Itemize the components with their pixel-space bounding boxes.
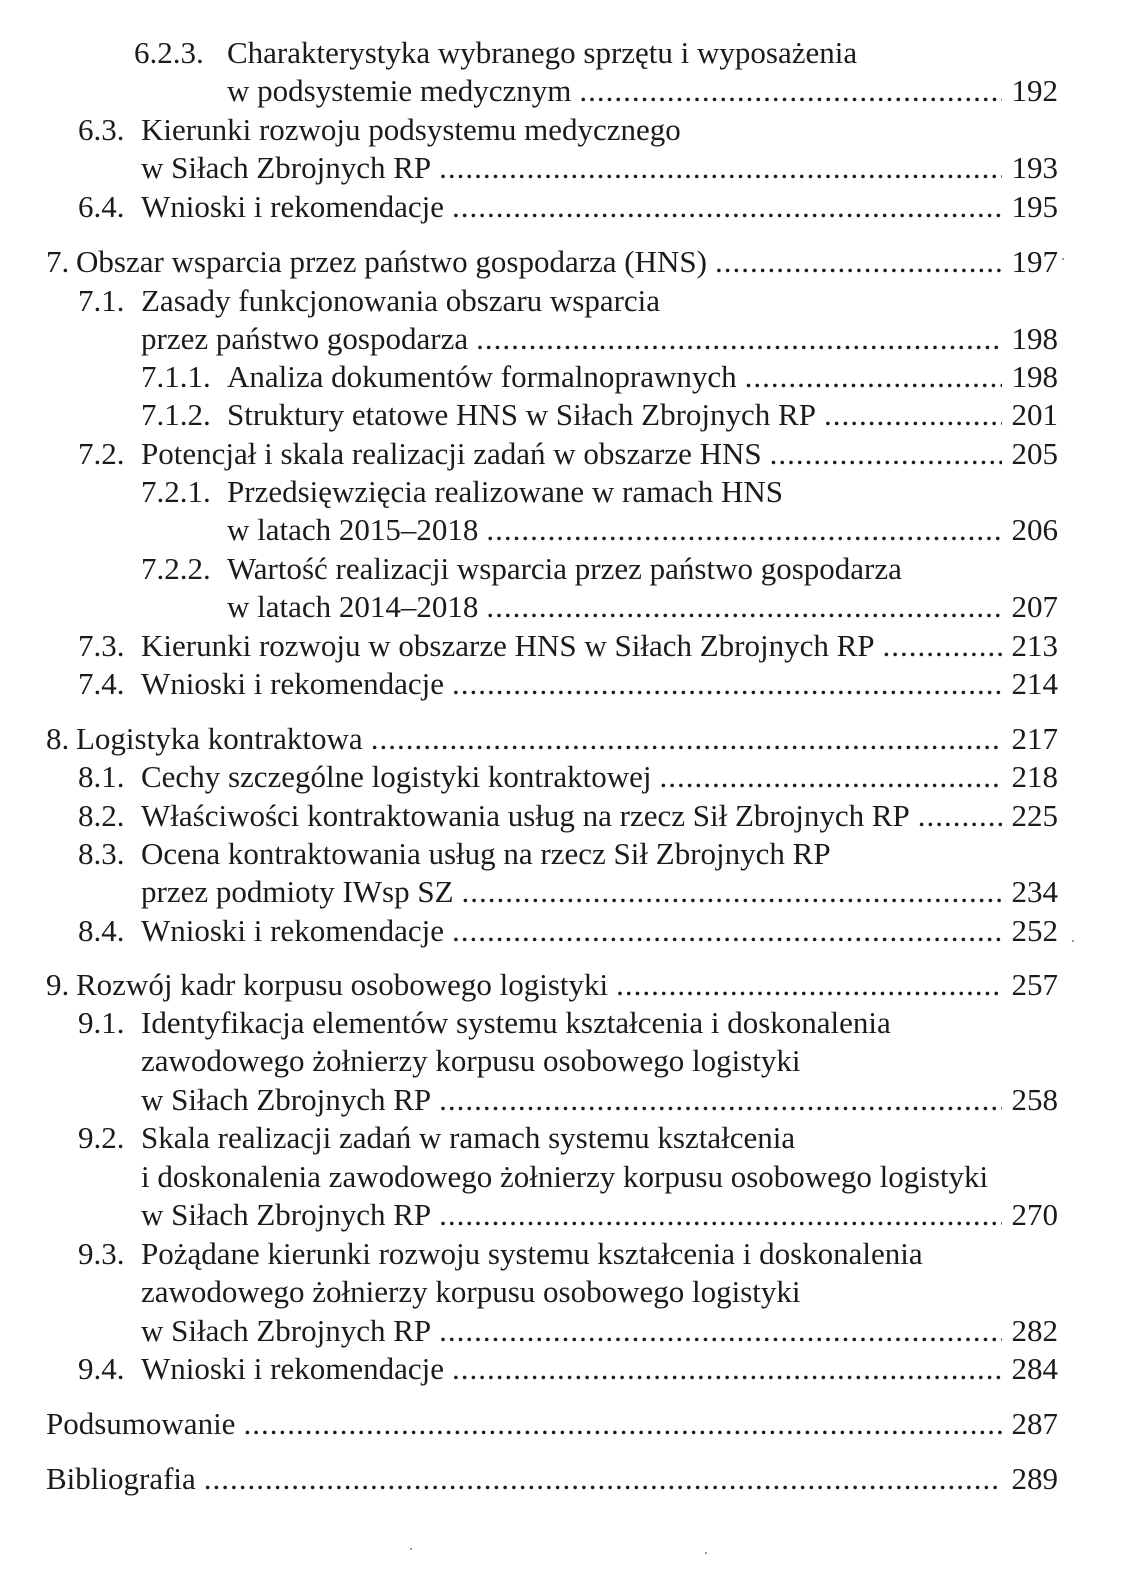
toc-title: Analiza dokumentów formalnoprawnych	[227, 359, 737, 394]
scan-speck	[705, 1552, 707, 1554]
page-number: 252	[1011, 913, 1058, 948]
toc-number: 7.3.	[78, 628, 125, 663]
toc-entry-row[interactable]	[141, 797, 1058, 835]
toc-line	[0, 282, 1128, 320]
toc-title: Cechy szczególne logistyki kontraktowej	[141, 759, 652, 794]
page-number: 197	[1011, 244, 1058, 279]
toc-number: 8.1.	[78, 759, 125, 794]
page-number: 234	[1011, 874, 1058, 909]
toc-entry-row[interactable]	[141, 1350, 1058, 1388]
toc-title: przez podmioty IWsp SZ	[141, 874, 454, 909]
toc-entry-row[interactable]	[141, 188, 1058, 226]
dot-leader	[452, 1350, 1002, 1388]
scan-speck	[1072, 940, 1074, 942]
dot-leader	[204, 1460, 1002, 1498]
dot-leader	[371, 720, 1002, 758]
toc-title: w Siłach Zbrojnych RP	[141, 1082, 432, 1117]
toc-entry-row[interactable]	[141, 1196, 1058, 1234]
dot-leader	[476, 320, 1002, 358]
toc-entry-row[interactable]	[141, 758, 1058, 796]
toc-number: 6.4.	[78, 189, 125, 224]
toc-title: Wnioski i rekomendacje	[141, 1351, 445, 1386]
toc-line	[0, 1460, 1128, 1498]
dot-leader	[462, 873, 1002, 911]
dot-leader	[439, 1081, 1002, 1119]
toc-title: w Siłach Zbrojnych RP	[141, 1313, 432, 1348]
toc-line	[0, 1235, 1128, 1273]
toc-title: Potencjał i skala realizacji zadań w obszarze HNS	[141, 436, 762, 471]
toc-number: 7.2.	[78, 436, 125, 471]
toc-line	[0, 243, 1128, 281]
toc-line	[0, 435, 1128, 473]
toc-title: i doskonalenia zawodowego żołnierzy korpusu osobowego logistyki	[141, 1159, 989, 1194]
toc-title: Przedsięwzięcia realizowane w ramach HNS	[227, 474, 784, 509]
toc-entry-row[interactable]	[141, 665, 1058, 703]
toc-entry-row[interactable]	[227, 588, 1058, 626]
toc-entry-row[interactable]	[141, 149, 1058, 187]
toc-title: Kierunki rozwoju w obszarze HNS w Siłach Zbrojnych RP	[141, 628, 875, 663]
toc-line	[0, 835, 1128, 873]
toc-number: 9.4.	[78, 1351, 125, 1386]
toc-title: Logistyka kontraktowa	[76, 721, 363, 756]
toc-line	[0, 1081, 1128, 1119]
toc-line	[0, 550, 1128, 588]
toc-line	[0, 627, 1128, 665]
toc-line	[0, 720, 1128, 758]
page-number: 257	[1011, 967, 1058, 1002]
page-number: 206	[1011, 512, 1058, 547]
toc-entry-row[interactable]	[141, 873, 1058, 911]
dot-leader	[883, 627, 1002, 665]
toc-entry-row[interactable]	[46, 1460, 1058, 1498]
dot-leader	[918, 797, 1002, 835]
toc-number: 6.3.	[78, 112, 125, 147]
toc-line	[0, 797, 1128, 835]
toc-title: zawodowego żołnierzy korpusu osobowego logistyki	[141, 1274, 801, 1309]
toc-title: Skala realizacji zadań w ramach systemu kształcenia	[141, 1120, 796, 1155]
dot-leader	[452, 912, 1002, 950]
toc-entry-row[interactable]	[76, 243, 1058, 281]
toc-entry-row[interactable]	[141, 1312, 1058, 1350]
page-number: 195	[1011, 189, 1058, 224]
page-number: 217	[1011, 721, 1058, 756]
toc-number: 7.1.1.	[141, 359, 211, 394]
toc-line	[0, 1312, 1128, 1350]
dot-leader	[452, 188, 1002, 226]
toc-title: Wnioski i rekomendacje	[141, 189, 445, 224]
page-number: 289	[1011, 1461, 1058, 1496]
toc-entry-row[interactable]	[141, 1081, 1058, 1119]
page-number: 213	[1011, 628, 1058, 663]
dot-leader	[486, 588, 1002, 626]
toc-line	[0, 188, 1128, 226]
toc-entry-row[interactable]	[141, 320, 1058, 358]
toc-entry-row[interactable]	[141, 912, 1058, 950]
dot-leader	[745, 358, 1002, 396]
page-number: 287	[1011, 1406, 1058, 1441]
toc-title: Struktury etatowe HNS w Siłach Zbrojnych RP	[227, 397, 816, 432]
dot-leader	[579, 72, 1002, 110]
toc-entry-row[interactable]	[227, 72, 1058, 110]
toc-line	[0, 1004, 1128, 1042]
toc-number: 9.2.	[78, 1120, 125, 1155]
toc-line	[0, 72, 1128, 110]
toc-number: 8.	[46, 721, 70, 756]
toc-line	[0, 1405, 1128, 1443]
toc-entry-row[interactable]	[141, 435, 1058, 473]
toc-number: 9.1.	[78, 1005, 125, 1040]
scan-speck	[1062, 258, 1064, 260]
toc-line	[0, 1350, 1128, 1388]
page-number: 198	[1011, 321, 1058, 356]
toc-title: Podsumowanie	[46, 1406, 236, 1441]
toc-entry-row[interactable]	[141, 627, 1058, 665]
page-number: 218	[1011, 759, 1058, 794]
toc-title: w Siłach Zbrojnych RP	[141, 1197, 432, 1232]
toc-title: w Siłach Zbrojnych RP	[141, 150, 432, 185]
toc-line	[0, 1273, 1128, 1311]
toc-title: Ocena kontraktowania usług na rzecz Sił Zbrojnych RP	[141, 836, 831, 871]
toc-line	[0, 665, 1128, 703]
page-number: 205	[1011, 436, 1058, 471]
page-number: 270	[1011, 1197, 1058, 1232]
dot-leader	[439, 1312, 1002, 1350]
toc-title: Bibliografia	[46, 1461, 196, 1496]
toc-number: 7.4.	[78, 666, 125, 701]
dot-leader	[616, 966, 1002, 1004]
toc-title: w latach 2015–2018	[227, 512, 479, 547]
dot-leader	[439, 149, 1002, 187]
toc-title: zawodowego żołnierzy korpusu osobowego logistyki	[141, 1043, 801, 1078]
dot-leader	[439, 1196, 1002, 1234]
toc-title: Pożądane kierunki rozwoju systemu kształcenia i doskonalenia	[141, 1236, 923, 1271]
dot-leader	[824, 396, 1002, 434]
page-number: 201	[1011, 397, 1058, 432]
toc-number: 8.2.	[78, 798, 125, 833]
toc-title: Kierunki rozwoju podsystemu medycznego	[141, 112, 681, 147]
page-number: 198	[1011, 359, 1058, 394]
toc-line	[0, 912, 1128, 950]
toc-title: Zasady funkcjonowania obszaru wsparcia	[141, 283, 661, 318]
toc-entry-row[interactable]	[227, 396, 1058, 434]
toc-title: Wnioski i rekomendacje	[141, 666, 445, 701]
toc-line	[0, 34, 1128, 72]
toc-title: Obszar wsparcia przez państwo gospodarza (HNS)	[76, 244, 707, 279]
dot-leader	[452, 665, 1002, 703]
toc-title: w podsystemie medycznym	[227, 73, 572, 108]
toc-entry-row[interactable]	[46, 1405, 1058, 1443]
page-number: 282	[1011, 1313, 1058, 1348]
dot-leader	[486, 511, 1002, 549]
toc-title: Rozwój kadr korpusu osobowego logistyki	[76, 967, 609, 1002]
toc-number: 7.1.2.	[141, 397, 211, 432]
toc-line	[0, 1196, 1128, 1234]
toc-line	[0, 358, 1128, 396]
toc-entry-row[interactable]	[227, 358, 1058, 396]
toc-title: Wnioski i rekomendacje	[141, 913, 445, 948]
page-number: 214	[1011, 666, 1058, 701]
toc-line	[0, 396, 1128, 434]
page-number: 258	[1011, 1082, 1058, 1117]
toc-line	[0, 588, 1128, 626]
toc-entry-row[interactable]	[227, 511, 1058, 549]
dot-leader	[715, 243, 1002, 281]
toc-number: 9.3.	[78, 1236, 125, 1271]
toc-entry-row[interactable]	[76, 720, 1058, 758]
dot-leader	[243, 1405, 1002, 1443]
toc-number: 6.2.3.	[134, 35, 204, 70]
dot-leader	[770, 435, 1002, 473]
toc-title: Identyfikacja elementów systemu kształcenia i doskonalenia	[141, 1005, 891, 1040]
toc-title: w latach 2014–2018	[227, 589, 479, 624]
scan-speck	[410, 1548, 412, 1550]
toc-number: 8.3.	[78, 836, 125, 871]
toc-line	[0, 1158, 1128, 1196]
toc-line	[0, 1119, 1128, 1157]
page-number: 193	[1011, 150, 1058, 185]
page-number: 192	[1011, 73, 1058, 108]
page-number: 284	[1011, 1351, 1058, 1386]
toc-number: 7.1.	[78, 283, 125, 318]
toc-line	[0, 758, 1128, 796]
dot-leader	[660, 758, 1002, 796]
toc-number: 7.2.2.	[141, 551, 211, 586]
toc-line	[0, 473, 1128, 511]
toc-number: 7.	[46, 244, 70, 279]
toc-line	[0, 966, 1128, 1004]
toc-title: przez państwo gospodarza	[141, 321, 469, 356]
toc-line	[0, 1042, 1128, 1080]
toc-number: 7.2.1.	[141, 474, 211, 509]
toc-title: Właściwości kontraktowania usług na rzecz Sił Zbrojnych RP	[141, 798, 910, 833]
toc-line	[0, 320, 1128, 358]
toc-number: 9.	[46, 967, 70, 1002]
toc-line	[0, 149, 1128, 187]
toc-line	[0, 873, 1128, 911]
toc-entry-row[interactable]	[76, 966, 1058, 1004]
toc-line	[0, 511, 1128, 549]
toc-title: Charakterystyka wybranego sprzętu i wyposażenia	[227, 35, 858, 70]
toc-number: 8.4.	[78, 913, 125, 948]
toc-title: Wartość realizacji wsparcia przez państwo gospodarza	[227, 551, 902, 586]
page-number: 225	[1011, 798, 1058, 833]
toc-line	[0, 111, 1128, 149]
page-number: 207	[1011, 589, 1058, 624]
